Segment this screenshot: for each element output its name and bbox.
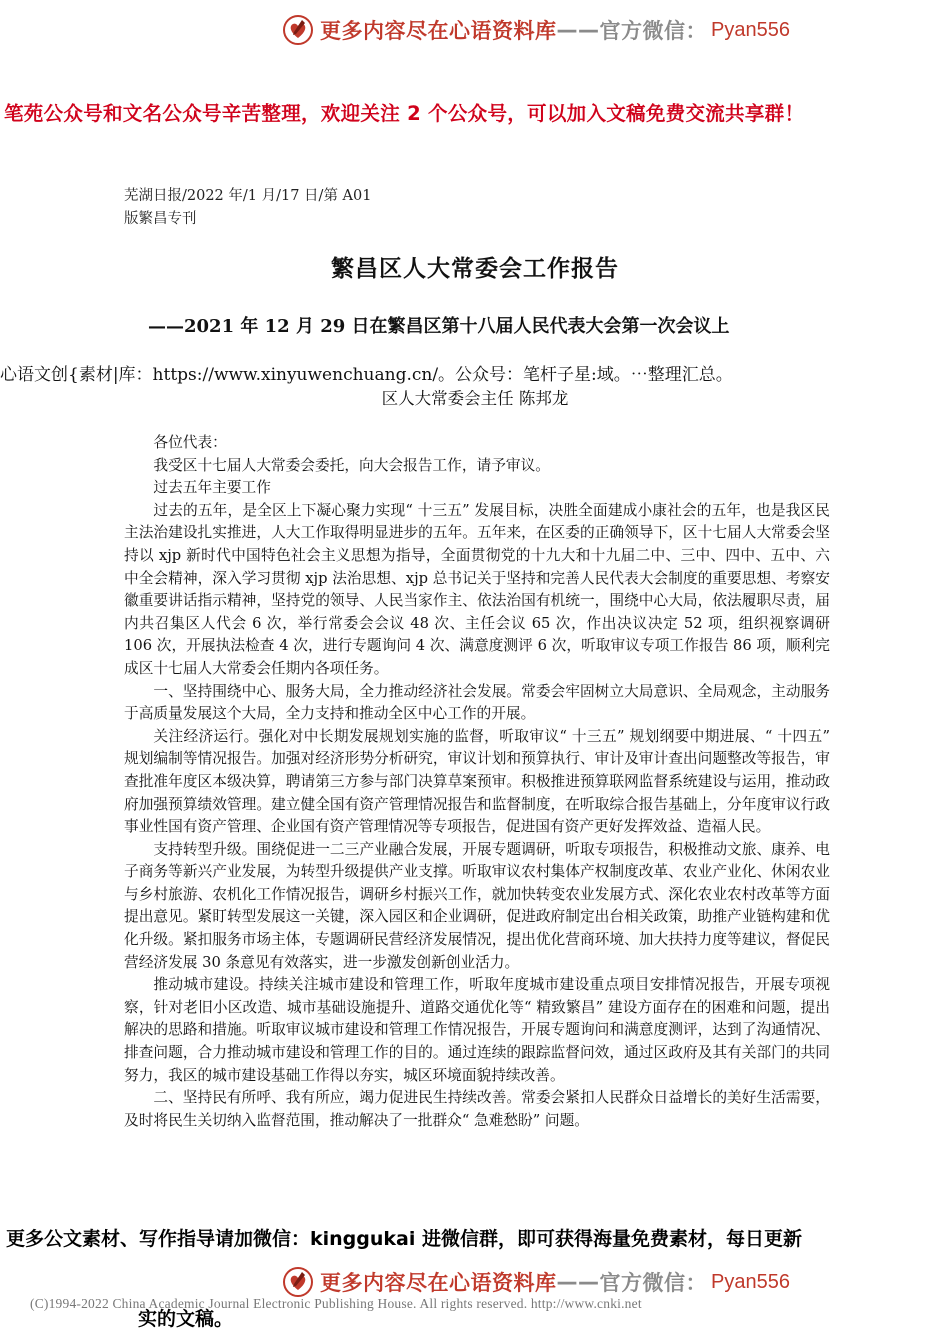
paragraph: 我受区十七届人大常委会委托，向大会报告工作，请予审议。 <box>153 456 550 474</box>
banner-separator: —— <box>556 18 600 42</box>
heart-pen-logo-icon <box>282 14 314 46</box>
report-body <box>124 432 830 1132</box>
paragraph: 关注经济运行。强化对中长期发展规划实施的监督，听取审议“ 十三五” 规划纲要中期进展、“ 十四五” 规划编制等情况报告。加强对经济形势分析研究，审议计划和预算执行、审计及审计查出问题整改等报告，审查批准年度区本级决算，聘请第三方参与部门决算草案预审。积极推进预算联网监督系统建设与运用，推动政府加强预算绩效管理。建立健全国有资产管理情况报告和监督制度，在听取综合报告基础上，分年度审议行政事业性国有资产管理、企业国有资产管理情况等专项报告，促进国有资产更好发挥效益、造福人民。 <box>124 727 830 836</box>
banner-separator: —— <box>556 1270 600 1294</box>
promo-top-text: 笔苑公众号和文名公众号辛苦整理，欢迎关注 2 个公众号，可以加入文稿免费交流共享群！ <box>4 102 805 125</box>
paragraph: 过去五年主要工作 <box>153 479 271 497</box>
paragraph: 过去的五年，是全区上下凝心聚力实现“ 十三五” 发展目标，决胜全面建成小康社会的五年，也是我区民主法治建设扎实推进，人大工作取得明显进步的五年。五年来，在区委的正确领导下，区十七届人大常委会坚持以 xjp 新时代中国特色社会主义思想为指导，全面贯彻党的十九大和十九届二中、三中、四中、五中、六中全会精神，深入学习贯彻 xjp 法治思想、xjp 总书记关于坚持和完善人民代表大会制度的重要思想、考察安徽重要讲话指示精神，坚持党的领导、人民当家作主、依法治国有机统一，围绕中心大局，依法履职尽责，届内共召集区人代会 6 次，举行常委会会议 48 次、主任会议 65 次，作出决议决定 52 项，组织视察调研 106 次，开展执法检查 4 次，进行专题询问 4 次、满意度测评 6 次，听取审议专项工作报告 86 项，顺利完成区十七届人大常委会任期内各项任务。 <box>124 501 830 677</box>
paragraph: 一、坚持围绕中心、服务大局，全力推动经济社会发展。常委会牢固树立大局意识、全局观念，主动服务于高质量发展这个大局，全力支持和推动全区中心工作的开展。 <box>124 682 830 723</box>
copyright-footer: (C)1994-2022 China Academic Journal Electronic Publishing House. All rights reserved. http://www.cnki.net <box>30 1296 642 1311</box>
banner-wechat-label: 官方微信： <box>599 1271 707 1295</box>
banner-title: 更多内容尽在心语资料库 <box>320 1271 557 1295</box>
promo-bottom-text: 更多公文素材、写作指导请加微信：kinggukai 进微信群，即可获得海量免费素材，每日更新 <box>6 1228 802 1250</box>
promo-bottom-tail: 实的文稿。 <box>138 1308 234 1330</box>
banner-wechat-id: Pyan556 <box>711 18 790 41</box>
document-subtitle: ——2021 年 12 月 29 日在繁昌区第十八届人民代表大会第一次会议上 <box>148 316 730 337</box>
source-line-1: 芜湖日报/2022 年/1 月/17 日/第 A01 <box>124 188 372 204</box>
banner-wechat-id: Pyan556 <box>711 1270 790 1293</box>
header-banner <box>0 14 950 54</box>
paragraph: 支持转型升级。围绕促进一二三产业融合发展，开展专题调研，听取专项报告，积极推动文旅、康养、电子商务等新兴产业发展，为转型升级提供产业支撑。听取审议农村集体产权制度改革、农业产业化、休闲农业与乡村旅游、农机化工作情况报告，调研乡村振兴工作，就加快转变农业发展方式、深化农业农村改革等方面提出意见。紧盯转型发展这一关键，深入园区和企业调研，促进政府制定出台相关政策，助推产业链构建和优化升级。紧扣服务市场主体，专题调研民营经济发展情况，提出优化营商环境、加大扶持力度等建议，督促民营经济发展 30 条意见有效落实，进一步激发创新创业活力。 <box>124 840 830 971</box>
author-line: 区人大常委会主任 陈邦龙 <box>381 389 569 408</box>
source-line-2: 版繁昌专刊 <box>124 211 197 227</box>
paragraph: 推动城市建设。持续关注城市建设和管理工作，听取年度城市建设重点项目安排情况报告，开展专项视察，针对老旧小区改造、城市基础设施提升、道路交通优化等“ 精致繁昌” 建设方面存在的困难和问题，提出解决的思路和措施。听取审议城市建设和管理工作情况报告，开展专题询问和满意度测评，达到了沟通情况、排查问题，合力推动城市建设和管理工作的目的。通过连续的跟踪监督问效，通过区政府及其有关部门的共同努力，我区的城市建设基础工作得以夯实，城区环境面貌持续改善。 <box>124 976 830 1084</box>
heart-pen-logo-icon <box>282 1266 314 1298</box>
website-line: 心语文创{素材|库：https://www.xinyuwenchuang.cn/。公众号：笔杆子星:域。⋯整理汇总。 <box>0 365 733 385</box>
banner-wechat-label: 官方微信： <box>599 19 707 43</box>
banner-title: 更多内容尽在心语资料库 <box>320 19 557 43</box>
paragraph: 二、坚持民有所呼、我有所应，竭力促进民生持续改善。常委会紧扣人民群众日益增长的美好生活需要，及时将民生关切纳入监督范围，推动解决了一批群众“ 急难愁盼” 问题。 <box>124 1089 830 1129</box>
document-title: 繁昌区人大常委会工作报告 <box>331 256 619 282</box>
paragraph: 各位代表： <box>153 434 227 451</box>
